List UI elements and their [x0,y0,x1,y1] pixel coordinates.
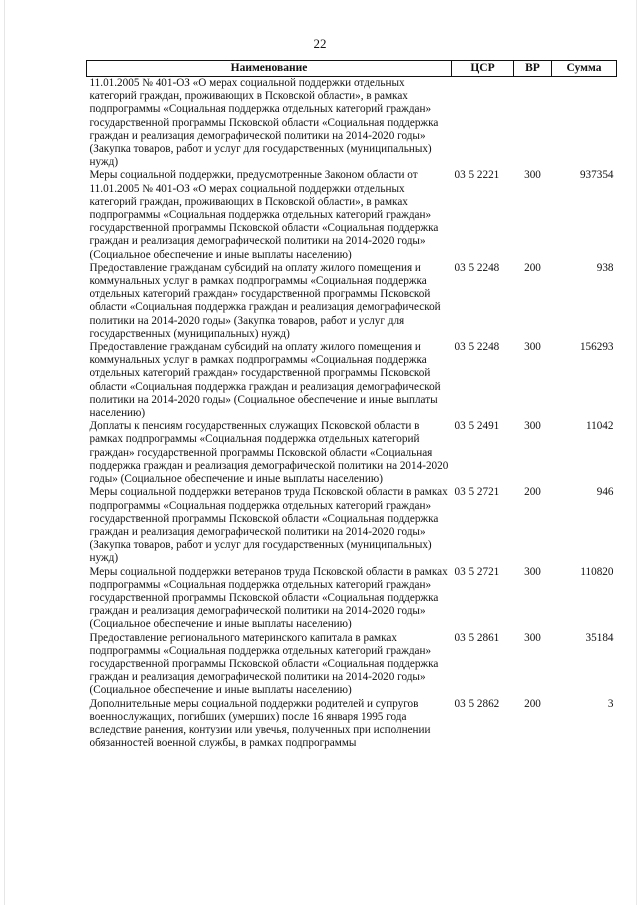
table-row [87,632,617,698]
row-vr: 200 [524,697,541,710]
table-row [87,169,617,261]
row-vr: 300 [524,169,541,182]
header-sum: Сумма [552,61,617,77]
row-vr [514,77,552,170]
row-vr: 300 [524,341,541,354]
row-vr: 300 [524,565,541,578]
row-name: 11.01.2005 № 401-ОЗ «О мерах социальной поддержки отдельных категорий граждан, проживающих в Псковской области», в рамках подпрограммы «Социальная поддержка отдельных категорий граждан» государственной программы Псковской области «Социальная поддержка граждан и реализация демографической политики на 2014-2020 годы» (Закупка товаров, работ и услуг для государственных (муниципальных) нужд) [89,77,439,169]
row-vr: 200 [524,486,541,499]
header-name: Наименование [87,61,452,77]
row-csr: 03 5 2861 [454,631,500,644]
row-sum: 110820 [580,565,614,578]
row-sum: 156293 [579,341,614,354]
table-header [87,61,617,77]
table-row [87,262,617,341]
table-row [87,566,617,632]
table-row [87,341,617,420]
table-body [87,77,617,751]
row-name: Предоставление регионального материнского капитала в рамках подпрограммы «Социальная поддержка отдельных категорий граждан» государственной программы Псковской области «Социальная поддержка граждан и реализация демографической политики на 2014-2020 годы» (Социальное обеспечение и иные выплаты населению) [89,631,439,697]
row-name: Меры социальной поддержки, предусмотренные Законом области от 11.01.2005 № 401-ОЗ «О мерах социальной поддержки отдельных категорий граждан, проживающих в Псковской области», в рамках подпрограммы «Социальная поддержка отдельных категорий граждан» государственной программы Псковской области «Социальная поддержка граждан и реализация демографической политики на 2014-2020 годы» (Социальное обеспечение и иные выплаты населению) [89,169,439,261]
row-csr: 03 5 2862 [454,697,500,710]
row-vr: 200 [524,261,541,274]
table-row [87,420,617,486]
row-sum: 946 [596,486,614,499]
header-csr: ЦСР [452,61,514,77]
row-name: Меры социальной поддержки ветеранов труда Псковской области в рамках подпрограммы «Социальная поддержка отдельных категорий граждан» государственной программы Псковской области «Социальная поддержка граждан и реализация демографической политики на 2014-2020 годы» (Социальное обеспечение и иные выплаты населению) [89,565,448,631]
scan-edge-right [636,0,637,905]
row-sum [552,77,617,170]
row-csr: 03 5 2491 [454,420,500,433]
page-number: 22 [313,36,327,51]
row-name: Предоставление гражданам субсидий на оплату жилого помещения и коммунальных услуг в рамках подпрограммы «Социальная поддержка отдельных категорий граждан» государственной программы Псковской области «Социальная поддержка граждан и реализация демографической политики на 2014-2020 годы» (Социальное обеспечение и иные выплаты населению) [89,341,441,420]
row-csr: 03 5 2221 [454,169,500,182]
row-sum: 938 [596,261,614,274]
row-name: Предоставление гражданам субсидий на оплату жилого помещения и коммунальных услуг в рамках подпрограммы «Социальная поддержка отдельных категорий граждан» государственной программы Псковской области «Социальная поддержка граждан и реализация демографической политики на 2014-2020 годы» (Закупка товаров, работ и услуг для государственных (муниципальных) нужд) [89,261,441,340]
table-row [87,698,617,751]
row-csr: 03 5 2721 [454,486,500,499]
row-vr: 300 [524,420,541,433]
budget-table [86,60,617,750]
scan-edge-left [4,0,5,905]
table-row [87,77,617,170]
row-vr: 300 [524,631,541,644]
header-row [87,61,617,77]
row-csr: 03 5 2248 [454,341,500,354]
row-name: Доплаты к пенсиям государственных служащих Псковской области в рамках подпрограммы «Социальная поддержка отдельных категорий граждан» государственной программы Псковской области «Социальная поддержка граждан и реализация демографической политики на 2014-2020 годы» (Социальное обеспечение и иные выплаты населению) [89,420,449,486]
row-sum: 3 [607,697,614,710]
row-csr: 03 5 2721 [454,565,500,578]
row-name: Дополнительные меры социальной поддержки родителей и супругов военнослужащих, погибших (умерших) после 16 января 1995 года вследствие ранения, контузии или увечья, полученных при исполнении обязанностей военной службы, в рамках подпрограммы [89,697,431,750]
table-row [87,486,617,565]
row-name: Меры социальной поддержки ветеранов труда Псковской области в рамках подпрограммы «Социальная поддержка отдельных категорий граждан» государственной программы Псковской области «Социальная поддержка граждан и реализация демографической политики на 2014-2020 годы» (Закупка товаров, работ и услуг для государственных (муниципальных) нужд) [89,486,448,565]
row-sum: 35184 [585,631,614,644]
row-sum: 937354 [579,169,614,182]
row-csr [452,77,514,170]
row-csr: 03 5 2248 [454,261,500,274]
header-vr: ВР [514,61,552,77]
row-sum: 11042 [585,420,614,433]
